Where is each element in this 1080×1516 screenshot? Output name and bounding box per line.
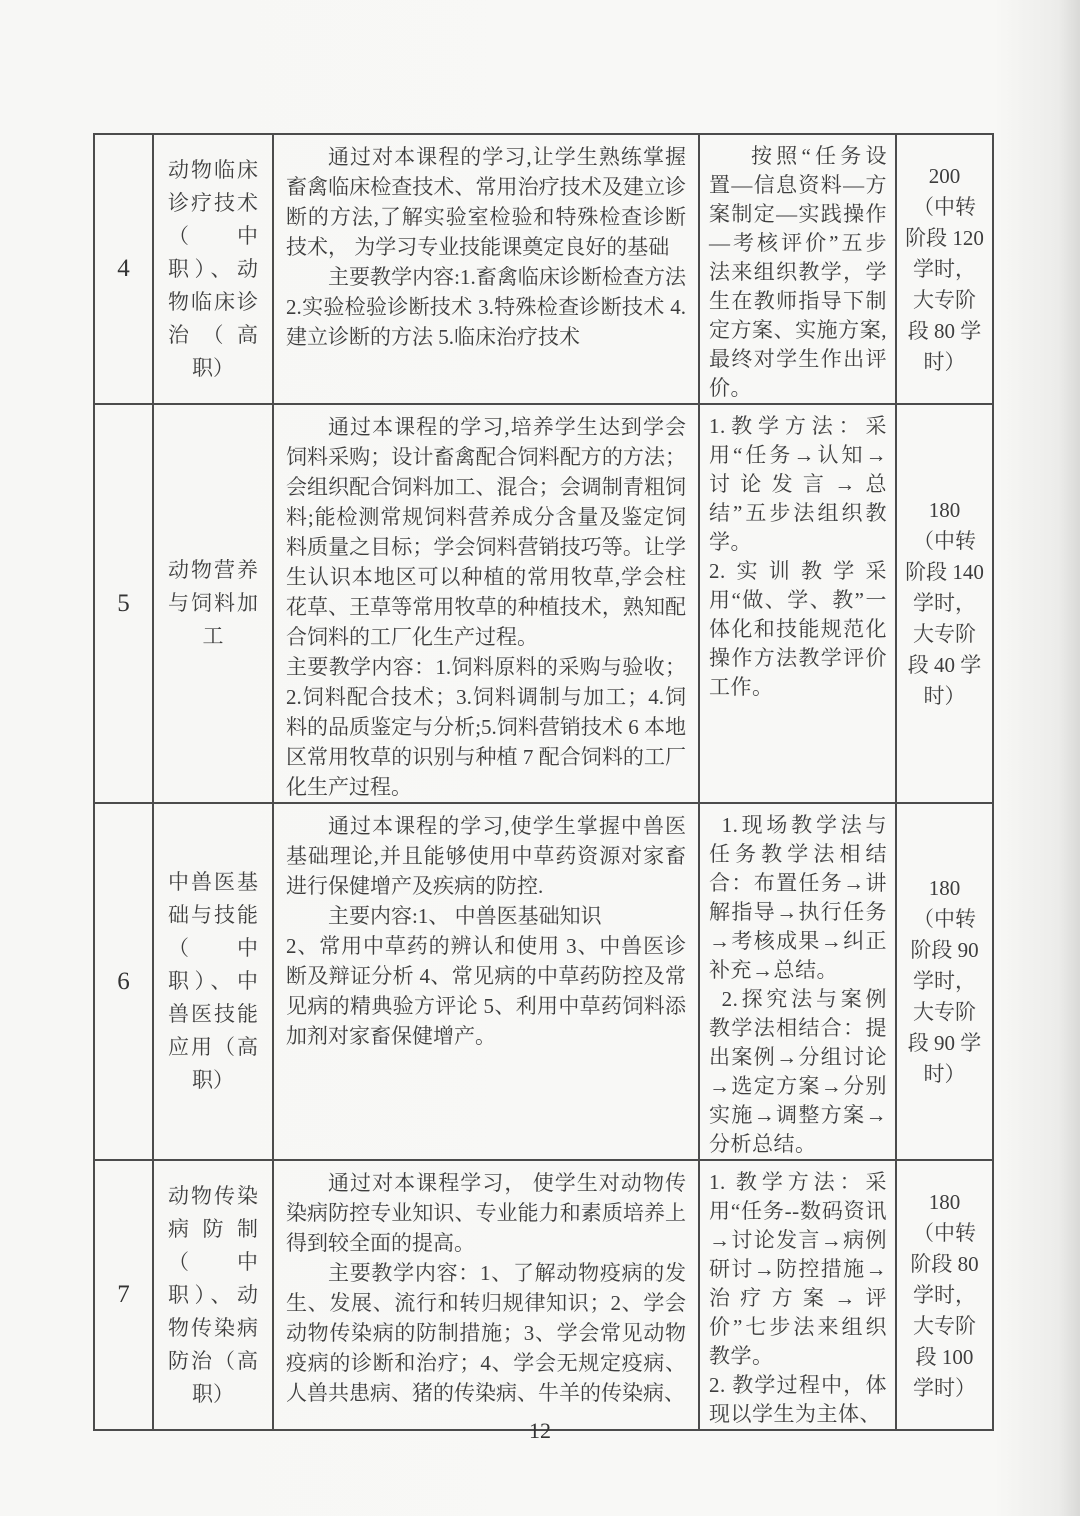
method-paragraph: 1.现场教学法与任务教学法相结合：布置任务→讲解指导→执行任务→考核成果→纠正补充→总结。 xyxy=(709,813,887,982)
teaching-methods xyxy=(699,1160,896,1430)
course-description xyxy=(273,404,699,803)
row-number: 7 xyxy=(94,1160,153,1430)
method-paragraph: 2.实训教学采用“做、学、教”一体化和技能规范化操作方法教学评价工作。 xyxy=(709,559,887,699)
course-description xyxy=(273,803,699,1160)
method-paragraph: 2.探究法与案例教学法相结合：提出案例→分组讨论→选定方案→分别实施→调整方案→分析总结。 xyxy=(709,987,887,1156)
hours-note: （中转阶段 90 学时，大专阶段 90 学时） xyxy=(907,907,982,1086)
method-paragraph: 1.教学方法：采用“任务→认知→讨论发言→总结”五步法组织教学。 xyxy=(709,414,887,554)
hours-total: 180 xyxy=(928,876,961,900)
hours-note: （中转阶段 140 学时，大专阶段 40 学时） xyxy=(905,529,984,708)
teaching-methods xyxy=(699,404,896,803)
hours-total: 180 xyxy=(928,498,961,522)
description-paragraph: 主要教学内容：1、了解动物疫病的发生、发展、流行和转归规律知识；2、学会动物传染病的防制措施；3、学会常见动物疫病的诊断和治疗；4、学会无规定疫病、人兽共患病、猪的传染病、牛羊的传染病、 xyxy=(286,1261,686,1405)
method-paragraph: 1. 教学方法：采用“任务--数码资讯→讨论发言→病例研讨→防控措施→治疗方案→评价”七步法来组织教学。 xyxy=(709,1170,887,1368)
description-paragraph: 通过对本课程学习， 使学生对动物传染病防控专业知识、专业能力和素质培养上得到较全面的提高。 xyxy=(286,1171,686,1255)
row-number: 4 xyxy=(94,134,153,404)
hours-total: 200 xyxy=(928,163,961,188)
row-number: 6 xyxy=(94,803,153,1160)
method-paragraph: 按照“任务设置—信息资料—方案制定—实践操作—考核评价”五步法来组织教学，学生在教师指导下制定方案、实施方案,最终对学生作出评价。 xyxy=(709,144,887,400)
method-paragraph: 2. 教学过程中，体现以学生为主体、 xyxy=(709,1373,887,1426)
course-name: 动物传染病防制（中职）、动物传染病防治（高职） xyxy=(153,1160,273,1430)
hours-note: （中转阶段 80 学时，大专阶段 100 学时） xyxy=(910,1220,979,1400)
course-hours xyxy=(896,404,993,803)
table-row xyxy=(94,1160,993,1430)
description-paragraph: 通过本课程的学习,使学生掌握中兽医基础理论,并且能够使用中草药资源对家畜进行保健增产及疾病的防控. xyxy=(286,814,686,898)
course-hours xyxy=(896,134,993,404)
course-name: 动物营养与饲料加工 xyxy=(153,404,273,803)
description-paragraph: 主要教学内容:1.畜禽临床诊断检查方法 2.实验检验诊断技术 3.特殊检查诊断技术 4.建立诊断的方法 5.临床治疗技术 xyxy=(286,265,686,349)
hours-note: （中转阶段 120 学时，大专阶段 80 学时） xyxy=(905,194,984,374)
course-hours xyxy=(896,1160,993,1430)
teaching-methods xyxy=(699,134,896,404)
description-paragraph: 通过本课程的学习,培养学生达到学会饲料采购；设计畜禽配合饲料配方的方法；会组织配合饲料加工、混合；会调制青粗饲料;能检测常规饲料营养成分含量及鉴定饲料质量之目标；学会饲料营销技巧等。让学生认识本地区可以种植的常用牧草,学会柱花草、王草等常用牧草的种植技术，熟知配合饲料的工厂化生产过程。 xyxy=(286,415,686,649)
description-paragraph: 通过对本课程的学习,让学生熟练掌握畜禽临床检查技术、常用治疗技术及建立诊断的方法,了解实验室检验和特殊检查诊断技术， 为学习专业技能课奠定良好的基础 xyxy=(286,145,686,259)
table-row xyxy=(94,803,993,1160)
course-name: 动物临床诊疗技术（中职）、动物临床诊治（高职） xyxy=(153,134,273,404)
course-table xyxy=(93,133,994,1431)
teaching-methods xyxy=(699,803,896,1160)
course-description xyxy=(273,134,699,404)
table-row xyxy=(94,404,993,803)
hours-total: 180 xyxy=(928,1189,961,1214)
description-paragraph: 2、常用中草药的辨认和使用 3、中兽医诊断及辩证分析 4、常见病的中草药防控及常见病的精典验方评论 5、利用中草药饲料添加剂对家畜保健增产。 xyxy=(286,934,686,1048)
description-paragraph: 主要教学内容：1.饲料原料的采购与验收；2.饲料配合技术；3.饲料调制与加工；4.饲料的品质鉴定与分析;5.饲料营销技术 6 本地区常用牧草的识别与种植 7 配合饲料的工厂化生产过程。 xyxy=(286,655,686,799)
row-number: 5 xyxy=(94,404,153,803)
course-name: 中兽医基础与技能（中职）、中兽医技能应用（高职） xyxy=(153,803,273,1160)
course-description xyxy=(273,1160,699,1430)
table-row xyxy=(94,134,993,404)
page-number: 12 xyxy=(529,1418,551,1443)
description-paragraph: 主要内容:1、 中兽医基础知识 xyxy=(328,904,602,928)
course-hours xyxy=(896,803,993,1160)
